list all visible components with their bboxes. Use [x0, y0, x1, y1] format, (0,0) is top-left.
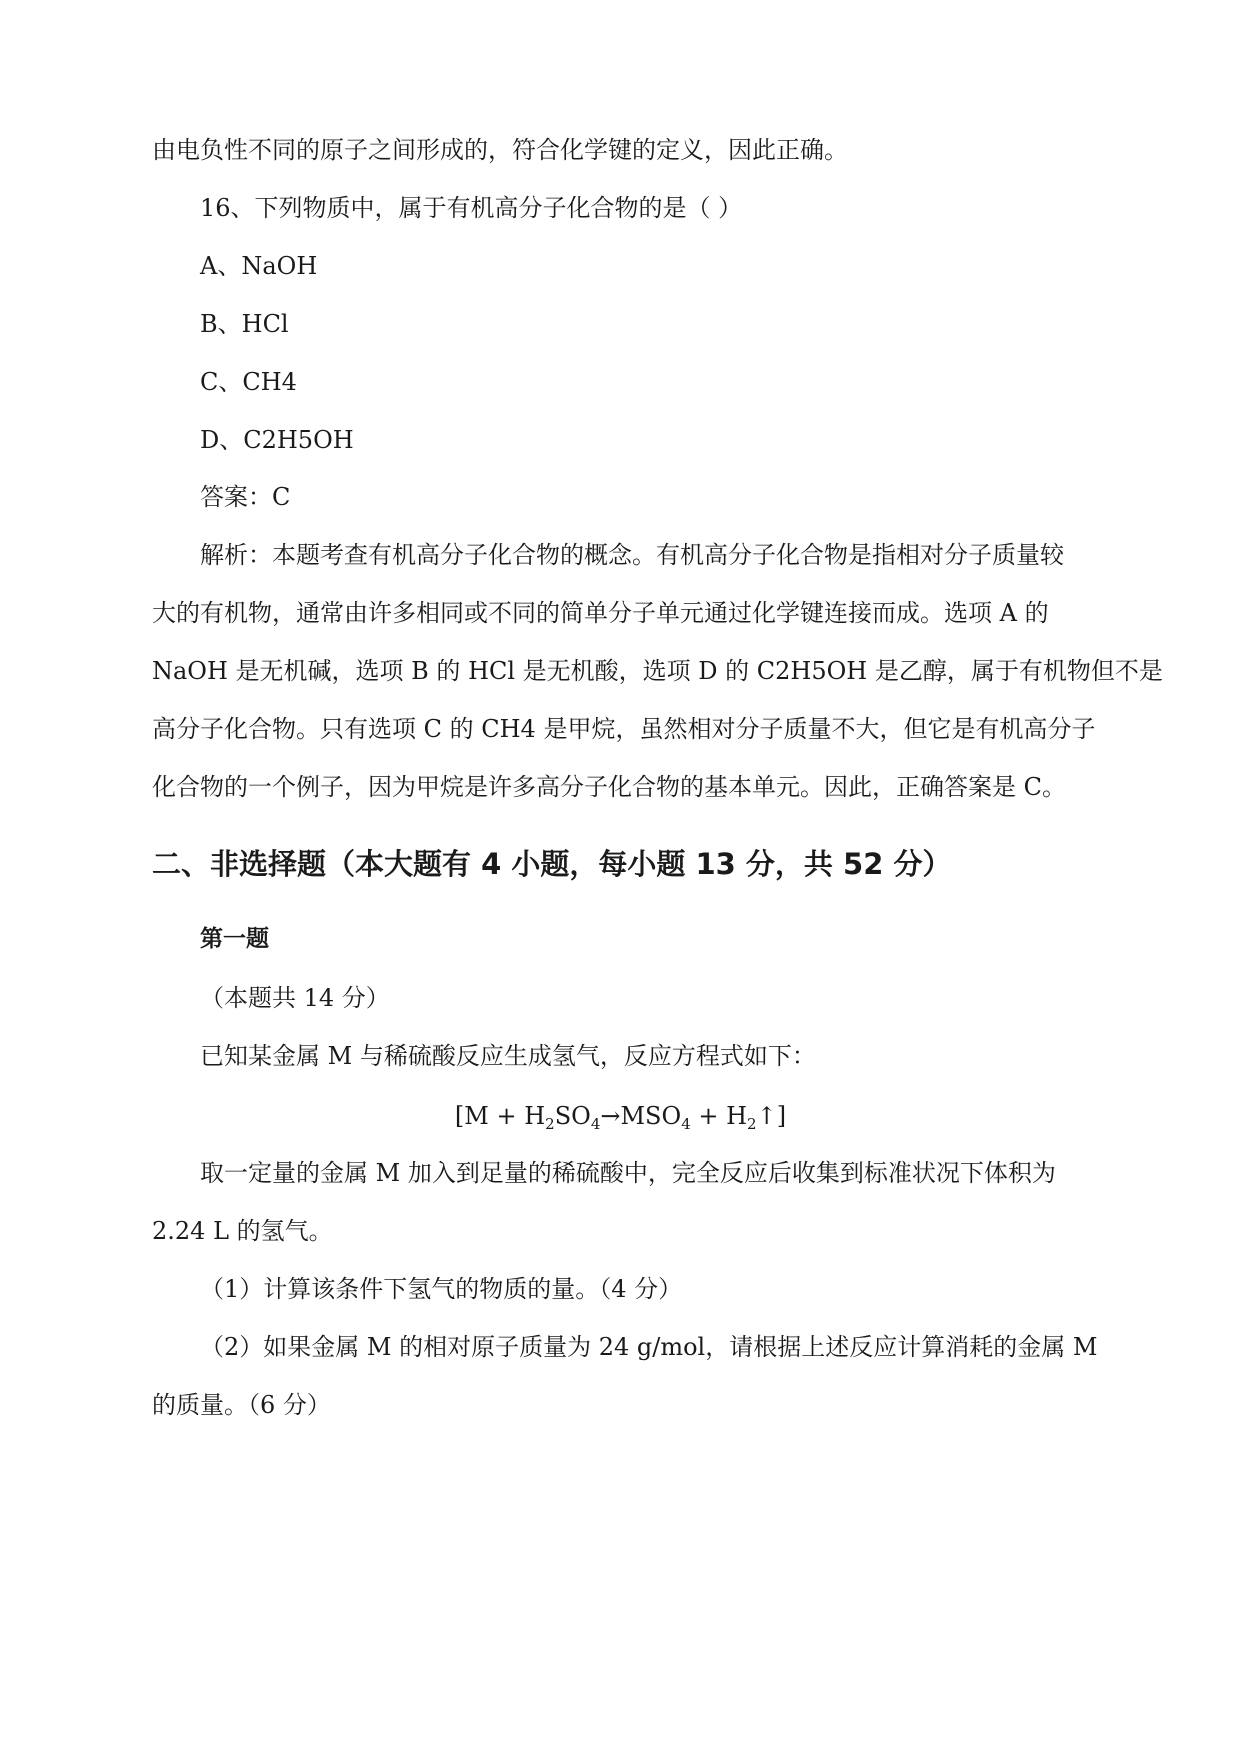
- question-16-stem: 16、下列物质中，属于有机高分子化合物的是（ ）: [200, 194, 743, 222]
- sub-question-1: （1）计算该条件下氢气的物质的量。（4 分）: [200, 1275, 683, 1303]
- analysis-line: 高分子化合物。只有选项 C 的 CH4 是甲烷，虽然相对分子质量不大，但它是有机高分子: [152, 715, 1096, 743]
- sub-question-2: （2）如果金属 M 的相对原子质量为 24 g/mol，请根据上述反应计算消耗的金属 M: [200, 1333, 1098, 1361]
- question-intro: 已知某金属 M 与稀硫酸反应生成氢气，反应方程式如下：: [200, 1042, 816, 1070]
- answer-line: 答案：C: [200, 483, 291, 511]
- option-d: D、C2H5OH: [200, 426, 354, 454]
- analysis-line: NaOH 是无机碱，选项 B 的 HCl 是无机酸，选项 D 的 C2H5OH 是乙醇，属于有机物但不是: [152, 657, 1163, 685]
- analysis-line: 解析：本题考查有机高分子化合物的概念。有机高分子化合物是指相对分子质量较: [200, 541, 1064, 569]
- question-title: 第一题: [200, 926, 269, 952]
- analysis-line: 大的有机物，通常由许多相同或不同的简单分子单元通过化学键连接而成。选项 A 的: [152, 599, 1049, 627]
- reaction-equation: [$M + H_2SO_4\to MSO_4$ + $H_2↑$]: [454, 1102, 787, 1133]
- condition-line: 取一定量的金属 M 加入到足量的稀硫酸中，完全反应后收集到标准状况下体积为: [200, 1159, 1056, 1187]
- sub-question-2-cont: 的质量。（6 分）: [152, 1391, 331, 1419]
- section-heading: 二、非选择题（本大题有 4 小题，每小题 13 分，共 52 分）: [152, 847, 952, 881]
- condition-line: 2.24 L 的氢气。: [152, 1217, 333, 1245]
- score-note: （本题共 14 分）: [200, 984, 390, 1012]
- option-c: C、CH4: [200, 368, 297, 396]
- prev-analysis-tail: 由电负性不同的原子之间形成的，符合化学键的定义，因此正确。: [152, 136, 848, 164]
- analysis-line: 化合物的一个例子，因为甲烷是许多高分子化合物的基本单元。因此，正确答案是 C。: [152, 773, 1066, 801]
- option-b: B、HCl: [200, 310, 289, 338]
- option-a: A、NaOH: [200, 252, 318, 280]
